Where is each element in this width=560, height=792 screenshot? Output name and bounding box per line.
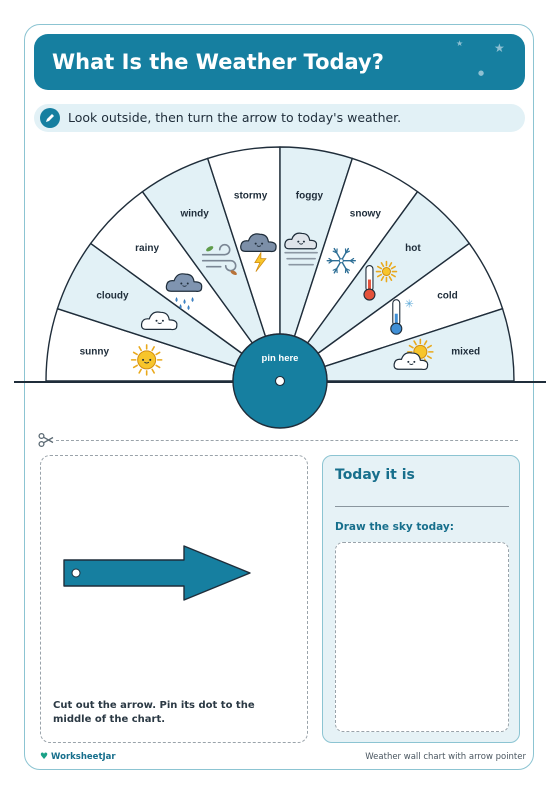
scissors-icon bbox=[38, 432, 54, 448]
draw-label: Draw the sky today: bbox=[335, 521, 454, 533]
today-card bbox=[322, 455, 520, 743]
brand-logo bbox=[40, 752, 116, 762]
star-icon: ★ bbox=[494, 41, 505, 55]
dial-label-cold: cold bbox=[437, 290, 458, 302]
page-title: What Is the Weather Today? bbox=[52, 50, 384, 74]
dial-label-windy: windy bbox=[180, 208, 209, 220]
pin-dot bbox=[72, 569, 80, 577]
star-icon: ● bbox=[478, 69, 485, 77]
heart-icon: ♥ bbox=[40, 752, 49, 762]
drawing-box[interactable] bbox=[335, 542, 509, 732]
arrow-pointer[interactable] bbox=[62, 544, 254, 602]
dial-label-snowy: snowy bbox=[349, 208, 381, 220]
today-title: Today it is bbox=[335, 467, 415, 483]
dial-label-sunny: sunny bbox=[79, 346, 110, 358]
footer-caption: Weather wall chart with arrow pointer bbox=[365, 752, 526, 762]
instruction-text: Look outside, then turn the arrow to today's weather. bbox=[68, 110, 402, 125]
dial-label-stormy: stormy bbox=[233, 190, 268, 202]
pin-hole bbox=[276, 377, 285, 386]
dial-label-cloudy: cloudy bbox=[96, 290, 129, 302]
arrow-instruction: Cut out the arrow. Pin its dot to the middle of the chart. bbox=[53, 700, 255, 725]
dial-label-hot: hot bbox=[405, 243, 421, 255]
star-icon: ★ bbox=[456, 39, 464, 48]
brand-name: WorksheetJar bbox=[51, 752, 116, 762]
answer-line[interactable] bbox=[335, 506, 509, 507]
cut-line bbox=[56, 440, 518, 441]
dial-label-mixed: mixed bbox=[451, 346, 481, 358]
dial-label-rainy: rainy bbox=[135, 243, 160, 255]
svg-text:✳: ✳ bbox=[404, 297, 414, 311]
dial-label-foggy: foggy bbox=[295, 190, 324, 202]
pin-here-label: pin here bbox=[261, 353, 299, 364]
